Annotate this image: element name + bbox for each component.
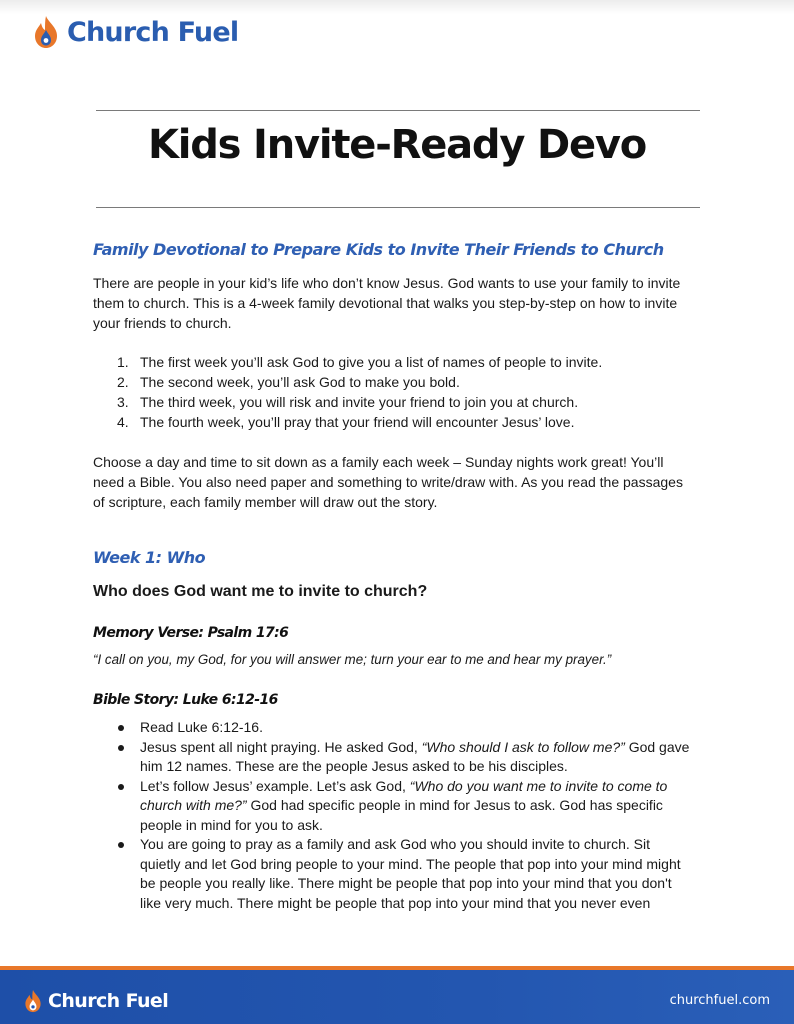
bible-story-bullets [93,718,708,913]
weeks-list [93,352,708,432]
bullet-text: Let’s follow Jesus’ example. Let’s ask God, [140,777,410,794]
list-number: 2. [117,374,129,390]
instructions-line: need a Bible. You also need paper and something to write/draw with. As you read the passages [93,474,683,490]
header-logo [33,12,238,52]
title-rule-top [96,110,700,111]
list-number: 3. [117,394,129,410]
memory-verse-label: Memory Verse: Psalm 17:6 [93,625,289,641]
list-item [93,372,708,392]
flame-icon [24,989,42,1013]
list-item [93,777,708,836]
bullet-text: be people you really like. There might be people that pop into your mind that you don't [140,875,672,891]
bullet-dot [118,745,124,751]
bullet-dot [118,784,124,790]
list-item [93,835,708,913]
footer-logo [24,989,168,1013]
intro-heading: Family Devotional to Prepare Kids to Invite Their Friends to Church [93,240,664,259]
list-text: The fourth week, you’ll pray that your friend will encounter Jesus’ love. [140,414,575,430]
brand-name: Church Fuel [67,16,239,48]
instructions-line: of scripture, each family member will draw out the story. [93,494,438,510]
flame-icon [33,15,59,49]
intro-line: There are people in your kid’s life who don’t know Jesus. God wants to use your family to invite [93,275,681,291]
intro-line: them to church. This is a 4-week family devotional that walks you step-by-step on how to invite [93,295,678,311]
list-text: The second week, you’ll ask God to make you bold. [140,374,460,390]
bullet-text: like very much. There might be people that pop into your mind that you never even [140,894,651,911]
bullet-text: him 12 names. These are the people Jesus asked to be his disciples. [140,758,568,774]
list-number: 1. [117,354,129,370]
week-1-heading: Week 1: Who [93,548,206,567]
bullet-text: quietly and let God bring people to your mind. The people that pop into your mind might [140,855,681,872]
bullet-dot [118,725,124,731]
bullet-text: Jesus spent all night praying. He asked God, [140,738,422,755]
page-footer [0,966,794,1024]
title-rule-bottom [96,207,700,208]
footer-brand-name: Church Fuel [48,990,169,1012]
list-item [93,412,708,432]
list-item [93,738,708,777]
bullet-quote: “Who do you want me to invite to come to [409,777,668,794]
bullet-text: God gave [624,738,690,755]
bullet-text: Read Luke 6:12-16. [140,719,263,735]
list-item [93,718,708,738]
instructions-paragraph [93,452,708,512]
bullet-quote: “Who should I ask to follow me?” [421,738,625,755]
intro-paragraph [93,273,708,333]
instructions-line: Choose a day and time to sit down as a family each week – Sunday nights work great! You’ll [93,454,664,470]
list-item [93,352,708,372]
intro-line: your friends to church. [93,315,232,331]
list-number: 4. [117,414,129,430]
bullet-text: people in mind for you to ask. [140,816,323,833]
bullet-text: You are going to pray as a family and ask God who you should invite to church. Sit [140,836,651,852]
footer-bar [0,970,794,1024]
document-body [93,238,708,913]
footer-url[interactable]: churchfuel.com [669,993,770,1008]
list-item [93,392,708,412]
bible-story-label: Bible Story: Luke 6:12-16 [93,692,278,708]
bullet-dot [118,842,124,848]
list-text: The first week you’ll ask God to give you a list of names of people to invite. [140,354,603,370]
week-1-question: Who does God want me to invite to church? [93,583,428,600]
bullet-quote: church with me?” [140,797,247,813]
memory-verse-text: “I call on you, my God, for you will answer me; turn your ear to me and hear my prayer.” [93,652,612,667]
page-title: Kids Invite-Ready Devo [147,122,647,168]
list-text: The third week, you will risk and invite your friend to join you at church. [140,394,579,410]
bullet-text: God had specific people in mind for Jesus to ask. God has specific [246,797,663,813]
